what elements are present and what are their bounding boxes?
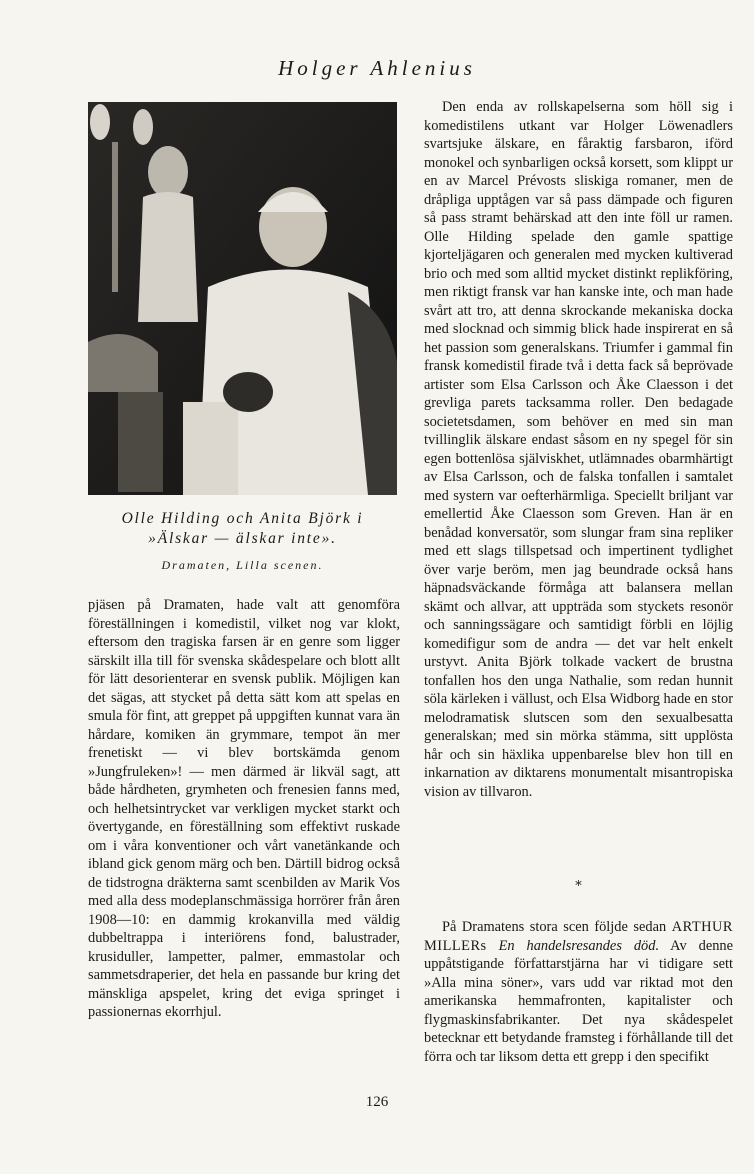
- section-2-author: ARTHUR MILLERs: [424, 919, 733, 954]
- left-column-text: pjäsen på Dramaten, hade valt att genomföra föreställningen i komedistil, vilket nog var klokt, eftersom den tragiska farsen är en genre som ligger särskilt illa till för svenska skådespelare och blott allt för lätt desorienterar en svensk publik. Möjligen kan det sägas, att stycket på detta sätt kom att spelas en smula för fint, att greppet på uppgiften kunnat vara än hårdare, komiken än grymmare, tempot än mer frenetiskt — vi blev bortskämda genom »Jungfruleken»! — men därmed är likväl sagt, att både hårdheten, grymheten och frenesien fanns med, och helhetsintrycket var verkligen mycket starkt och övertygande, en föreställning som effektivt ruskade om i våra konventioner och vårt vanetänkande och ibland gick genom märg och ben. Därtill bidrog också de tidstrogna dräkterna samt scenbilden av Marik Vos med alla dess modeplanschmässiga horrörer från åren 1908—10: en dammig krokanvilla med väldig dubbeltrappa i interiörens fond, balustrader, krusiduller, lampetter, palmer, emmastolar och sammetsdraperier, det hela en passande bur kring det mänskliga apspelet, kring det eviga springet i passionernas ekorrhjul.: [88, 597, 400, 1020]
- photo-caption: [88, 509, 397, 549]
- section-2-body: Av denne uppåtstigande författarstjärna har vi tidigare sett »Alla mina söner», vars udd var riktad mot den amerikanska hemmafronten, kapitalister och flygmaskinsfabrikanter. Det nya skådespelet betecknar ett betydande framsteg i förhållande till det förra och tar liksom detta ett grepp i den specifikt: [424, 937, 733, 1065]
- page-number: 126: [365, 1094, 389, 1110]
- right-column: [424, 98, 733, 801]
- right-column-section-2: [424, 918, 733, 1066]
- photo-credit: Dramaten, Lilla scenen.: [161, 558, 324, 572]
- caption-line-1: Olle Hilding och Anita Björk i: [121, 510, 364, 527]
- section-2-play-title: En handelsresandes död.: [498, 937, 660, 954]
- right-column-text: Den enda av rollskapelserna som höll sig i komedistilens utkant var Holger Löwenadlers svartsjuke älskare, en fåraktig farsbaron, iförd monokel och synbarligen också korsett, som klippt ur en av Marcel Prévosts sliskiga romaner, men de dråpliga upptågen var så pass dämpade och figuren så pass stramt behärskad att den inte föll ur ramen. Olle Hilding spelade den gamle spattige kjorteljägaren och generalen med mycken kultiverad brio och med som alltid mycket distinkt replikföring, men riktigt fransk var han kanske inte, och man hade svårt att tro, att denna skrockande mekaniska docka med slocknad och simmig blick hade inspirerat en så het passion som generalskans. Triumfer i gammal fin fransk komedistil firade två i detta fack så beprövade artister som Elsa Carlsson och Åke Claesson i det grevliga parets tacksamma roller. Den bedagade societetsdamen, som behöver en med sin man tvillinglik älskare endast såsom en ny spegel för sin egen bottenlösa själviskhet, utlämnades obarmhärtigt av Elsa Carlsson, och de falska tonfallen i samtalet med systern var oefterhärmliga. Speciellt briljant var emellertid Åke Claesson som Greven. Han är en benådad konversatör, som slungar fram sina repliker med ett slags tillspetsad och impertinent tydlighet över varje beröm, men jag beundrade också hans häpnadsväckande förmåga att balansera mellan skämt och allvar, att uppträda som styckets resonör och sanningssägare och samtidigt förbli en löjlig komedifigur som de andra — det var helt enkelt urstyvt. Anita Björk tolkade vackert de brustna tonfallen hos den unga Nathalie, som redan hunnit söla kärleken i vällust, och Elsa Widborg hade en stor melodramatisk slutscen som den sexualbesatta generalskan; med sin mörka stämma, sitt upplösta hår och sin häxlika uppenbarelse blev hon till en inkarnation av diktarens monumentalt misantropiska vision av tillvaron.: [424, 99, 734, 800]
- running-header: Holger Ahlenius: [278, 56, 476, 80]
- left-column: [88, 596, 400, 1022]
- theatre-photo: [88, 102, 397, 495]
- photo-illustration: [88, 102, 397, 495]
- section-separator: *: [575, 879, 582, 894]
- section-2-lead: På Dramatens stora scen följde sedan: [442, 919, 672, 935]
- caption-line-2: »Älskar — älskar inte».: [148, 530, 337, 547]
- section-2-paragraph: [424, 918, 733, 1066]
